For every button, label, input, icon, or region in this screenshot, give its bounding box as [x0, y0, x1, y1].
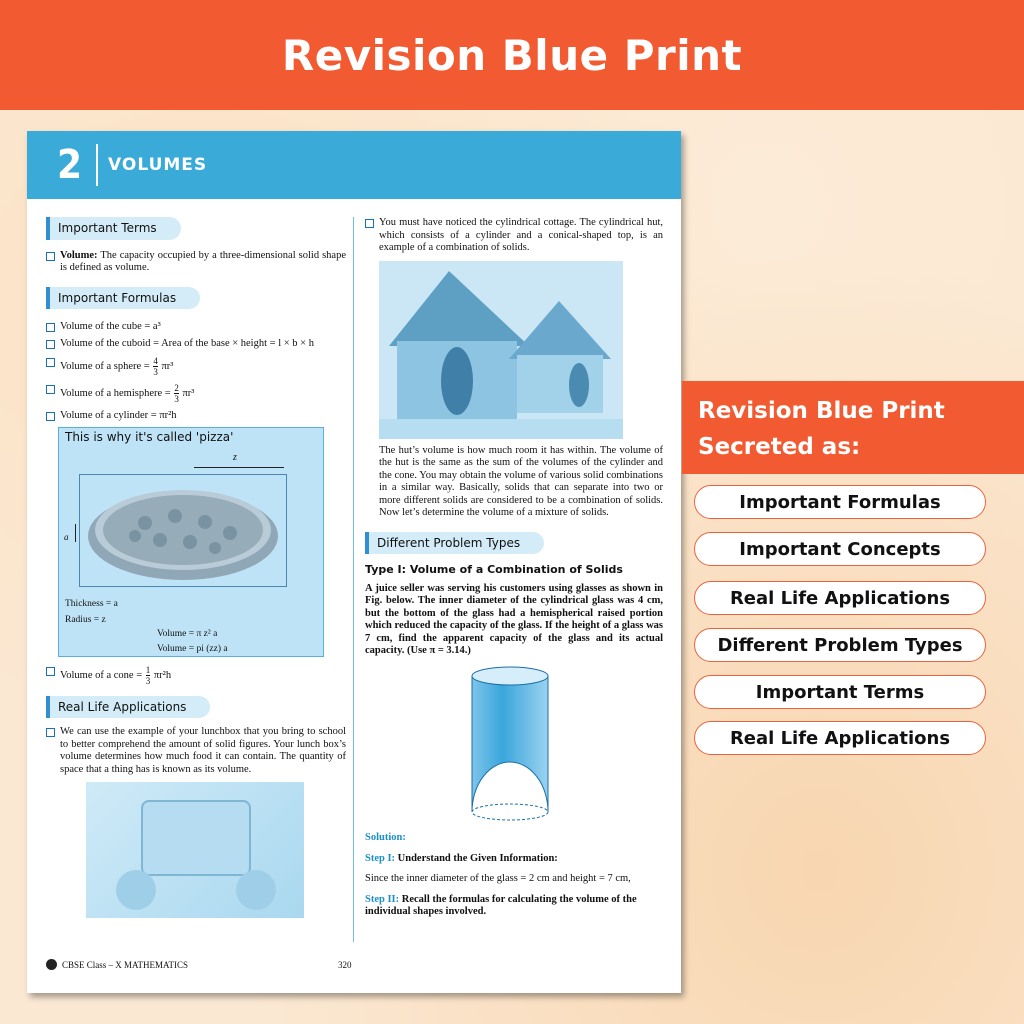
pizza-volume-1: Volume = π z² a	[157, 628, 218, 639]
right-column	[365, 217, 663, 919]
step-two	[365, 894, 663, 919]
chapter-title: VOLUMES	[108, 155, 208, 175]
important-formulas-heading: Important Formulas	[46, 287, 200, 310]
formula-cylinder: Volume of a cylinder = πr²h	[46, 410, 346, 423]
thickness-label: Thickness = a	[65, 598, 118, 609]
chapter-number: 2	[57, 142, 83, 188]
step-two-label: Step II:	[365, 893, 400, 905]
chip-important-terms: Important Terms	[694, 675, 986, 709]
pizza-box	[58, 427, 324, 657]
formula-sphere	[46, 356, 346, 377]
radius-label: Radius = z	[65, 614, 106, 625]
problem-text: A juice seller was serving his customers using glasses as shown in Fig. below. The inner diameter of the cylindrical glass was 4 cm, but the bottom of the glass had a hemispherical raised portion which reduced the capacity of the glass. If the height of a glass was 7 cm, find the apparent capacity of the glass and its actual capacity. (Use π = 3.14.)	[365, 582, 663, 656]
hemisphere-label: Volume of a hemisphere =	[60, 387, 171, 399]
formula-cuboid: Volume of the cuboid = Area of the base × height = l × b × h	[46, 338, 346, 351]
hut-image	[379, 261, 623, 439]
chip-important-formulas: Important Formulas	[694, 485, 986, 519]
sphere-fraction	[153, 356, 158, 377]
type-one-heading: Type I: Volume of a Combination of Solids	[365, 563, 623, 576]
real-life-heading: Real Life Applications	[46, 696, 210, 719]
step-one-label: Step I:	[365, 852, 396, 864]
hut-drawing	[379, 261, 623, 439]
cone-fraction	[146, 665, 151, 686]
step-one	[365, 853, 663, 866]
chip-real-life-applications-2: Real Life Applications	[694, 721, 986, 755]
page-number: 320	[338, 959, 352, 970]
formula-cube: Volume of the cube = a³	[46, 321, 346, 334]
lunchbox-image	[86, 782, 304, 918]
cottage-intro: You must have noticed the cylindrical cottage. The cylindrical hut, which consists of a cylinder and a conical-shaped top, is an example of a combination of solids.	[365, 217, 663, 255]
top-banner	[0, 0, 1024, 110]
sidebar-title	[682, 381, 1024, 474]
pizza-title: This is why it's called 'pizza'	[65, 429, 234, 444]
volume-term	[46, 250, 346, 275]
term-label: Volume:	[60, 249, 98, 261]
hemisphere-fraction	[174, 383, 179, 404]
glass-figure	[457, 664, 557, 824]
chapter-header	[27, 131, 681, 199]
sphere-den: 3	[153, 367, 158, 377]
chip-real-life-applications: Real Life Applications	[694, 581, 986, 615]
chapter-divider	[96, 144, 98, 186]
term-definition: The capacity occupied by a three-dimensional solid shape is defined as volume.	[60, 249, 346, 273]
step-two-text: Recall the formulas for calculating the volume of the individual shapes involved.	[365, 893, 637, 917]
cone-num: 1	[145, 664, 151, 675]
real-life-text: We can use the example of your lunchbox that you bring to school to better comprehend the amount of solid figures. Your lunch box’s volume determines how much food it can contain. The quantity of space that a thing has is known as its volume.	[46, 726, 346, 776]
chip-different-problem-types: Different Problem Types	[694, 628, 986, 662]
page-footer	[46, 959, 352, 970]
sphere-num: 4	[153, 356, 158, 366]
important-terms-heading: Important Terms	[46, 217, 181, 240]
step-one-detail: Since the inner diameter of the glass = 2 cm and height = 7 cm,	[365, 873, 631, 884]
sidebar-title-line2: Secreted as:	[698, 434, 861, 460]
chip-important-concepts: Important Concepts	[694, 532, 986, 566]
hemisphere-expr: πr³	[182, 387, 195, 399]
a-arrow	[75, 524, 76, 542]
problem-types-heading: Different Problem Types	[365, 532, 544, 555]
z-line	[194, 467, 284, 468]
lunchbox-shape	[141, 800, 251, 876]
hand-left	[116, 870, 156, 910]
formula-hemisphere	[46, 383, 346, 404]
footer-book-title: CBSE Class – X MATHEMATICS	[62, 959, 189, 970]
solution-label: Solution:	[365, 832, 406, 843]
hemisphere-den: 3	[174, 394, 179, 404]
publisher-logo-icon	[46, 959, 57, 970]
cone-expr: πr²h	[153, 669, 172, 681]
pizza-image	[85, 478, 285, 588]
book-page	[27, 131, 681, 993]
sphere-expr: πr³	[161, 360, 174, 372]
z-label: z	[233, 451, 237, 463]
column-divider	[353, 217, 354, 942]
left-column	[46, 217, 346, 918]
hand-right	[236, 870, 276, 910]
a-label: a	[64, 531, 69, 542]
cone-label: Volume of a cone =	[60, 669, 143, 681]
formula-cone	[46, 665, 346, 686]
sidebar-title-line1: Revision Blue Print	[698, 398, 945, 424]
pizza-volume-2: Volume = pi (zz) a	[157, 643, 228, 654]
sphere-label: Volume of a sphere =	[60, 360, 150, 372]
step-one-text: Understand the Given Information:	[395, 852, 558, 864]
banner-title: Revision Blue Print	[281, 30, 743, 80]
hemisphere-num: 2	[174, 383, 179, 393]
hut-description: The hut’s volume is how much room it has within. The volume of the hut is the same as the sum of the volumes of the cylinder and the cone. You may obtain the volume of various solid combinations in a similar way. Basically, solids that can separate into two or more different solids are considered to be a combination of solids. Now let’s determine the volume of a mixture of solids.	[379, 444, 663, 518]
cone-den: 3	[145, 675, 151, 686]
